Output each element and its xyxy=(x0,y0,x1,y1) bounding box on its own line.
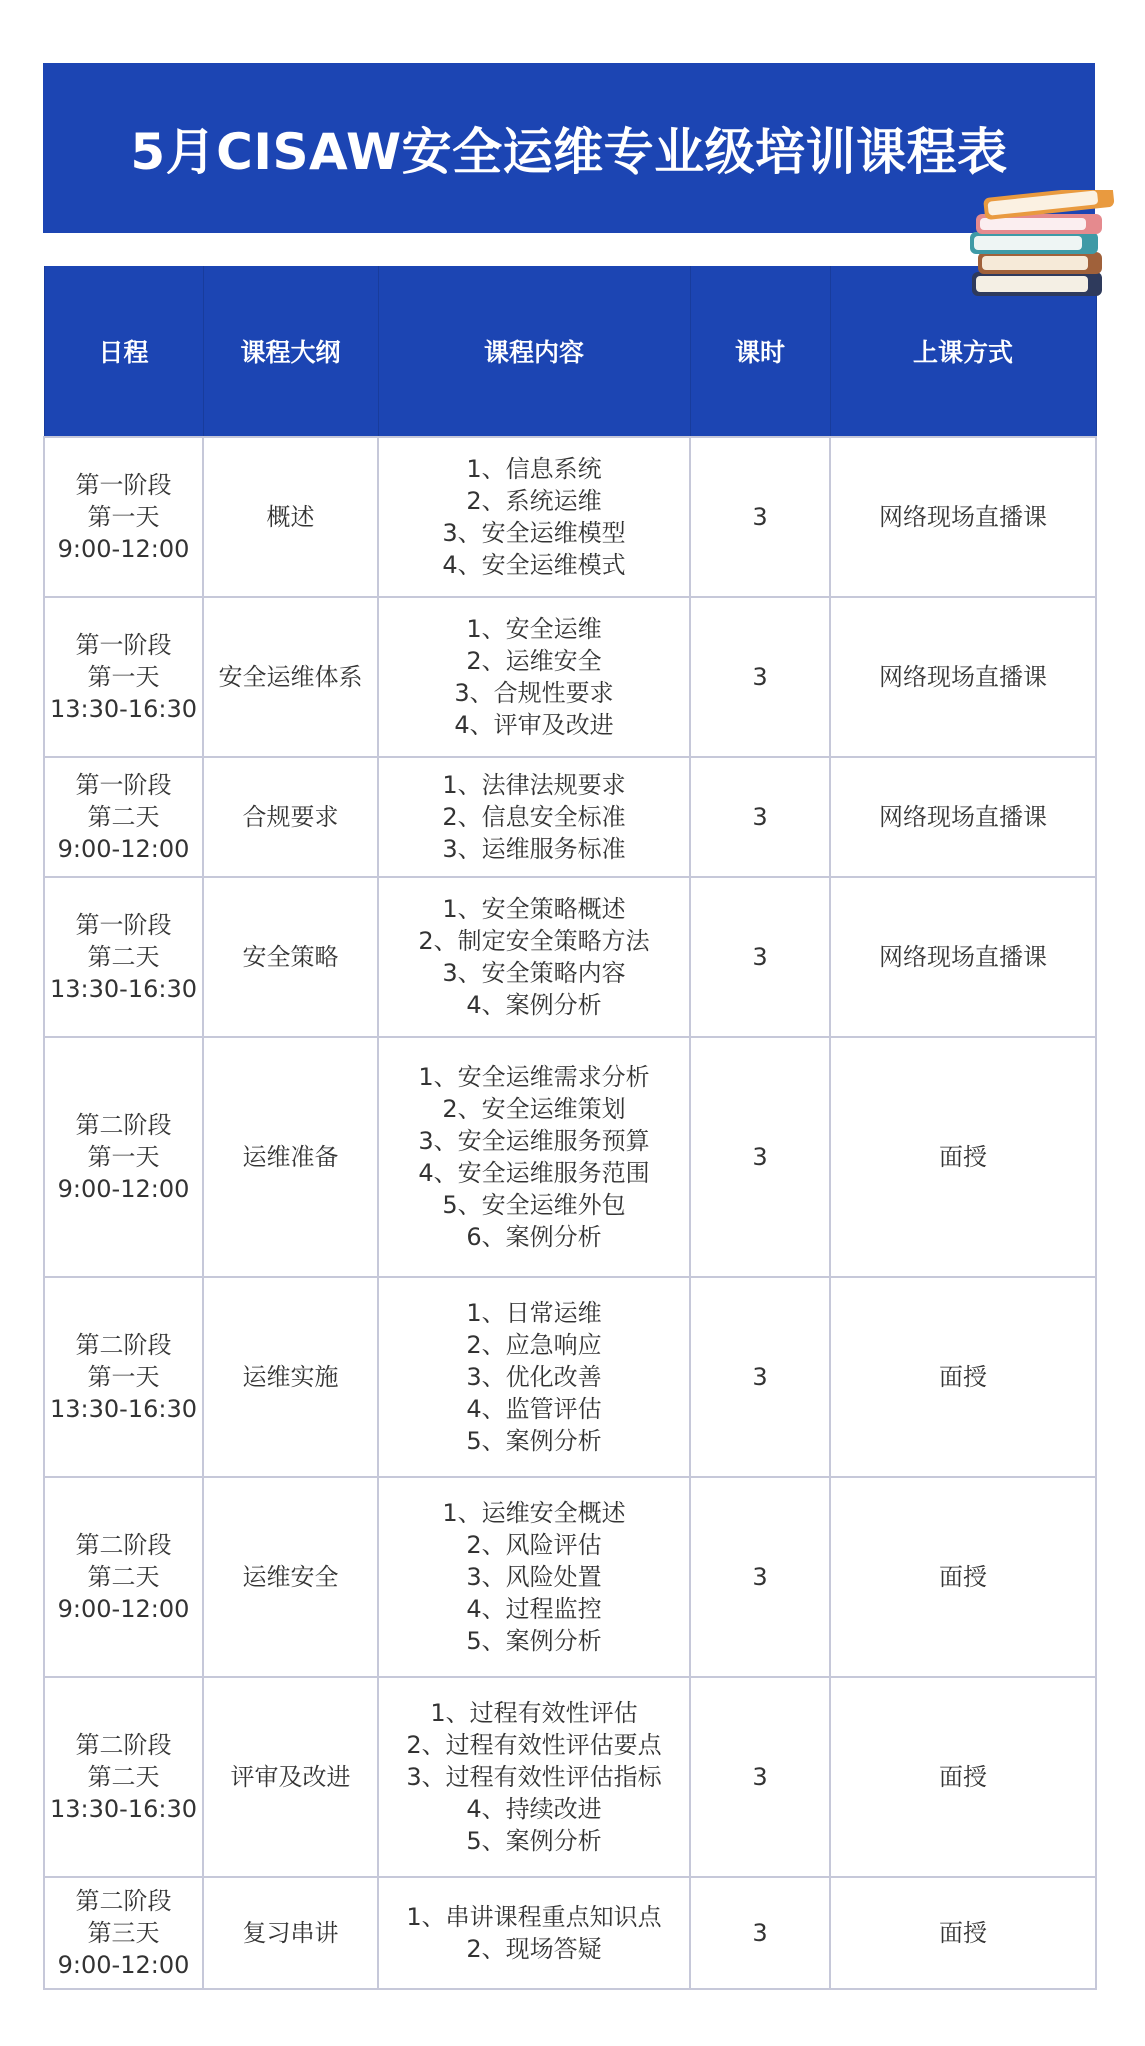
stage-text: 第二阶段 xyxy=(75,1731,172,1759)
stage-text: 第一阶段 xyxy=(75,631,172,659)
content-item: 1、信息系统 xyxy=(466,455,602,483)
mode-cell: 面授 xyxy=(830,1677,1096,1877)
content-item: 2、现场答疑 xyxy=(466,1935,602,1963)
content-item: 1、法律法规要求 xyxy=(442,771,626,799)
content-item: 4、评审及改进 xyxy=(454,711,614,739)
outline-cell: 概述 xyxy=(203,437,378,597)
content-item: 3、过程有效性评估指标 xyxy=(406,1763,662,1791)
content-item: 5、案例分析 xyxy=(466,1827,602,1855)
stage-text: 第二阶段 xyxy=(75,1531,172,1559)
hours-cell: 3 xyxy=(690,1037,830,1277)
content-cell xyxy=(378,757,690,877)
content-item: 3、风险处置 xyxy=(466,1563,602,1591)
time-text: 9:00-12:00 xyxy=(57,1951,190,1979)
day-text: 第二天 xyxy=(87,1563,160,1591)
time-text: 13:30-16:30 xyxy=(50,1795,197,1823)
stage-text: 第二阶段 xyxy=(75,1331,172,1359)
day-text: 第一天 xyxy=(87,1143,160,1171)
time-text: 13:30-16:30 xyxy=(50,975,197,1003)
content-item: 4、案例分析 xyxy=(466,991,602,1019)
schedule-cell xyxy=(44,437,203,597)
content-cell xyxy=(378,1277,690,1477)
mode-cell: 面授 xyxy=(830,1277,1096,1477)
content-item: 2、过程有效性评估要点 xyxy=(406,1731,662,1759)
outline-cell: 合规要求 xyxy=(203,757,378,877)
content-item: 1、过程有效性评估 xyxy=(430,1699,638,1727)
content-item: 5、案例分析 xyxy=(466,1627,602,1655)
content-item: 6、案例分析 xyxy=(466,1223,602,1251)
time-text: 13:30-16:30 xyxy=(50,1395,197,1423)
content-item: 5、安全运维外包 xyxy=(442,1191,626,1219)
hours-cell: 3 xyxy=(690,757,830,877)
content-item: 4、监管评估 xyxy=(466,1395,602,1423)
content-item: 3、安全策略内容 xyxy=(442,959,626,987)
mode-cell: 面授 xyxy=(830,1477,1096,1677)
header-content: 课程内容 xyxy=(378,266,690,437)
outline-cell: 运维安全 xyxy=(203,1477,378,1677)
content-cell xyxy=(378,437,690,597)
outline-cell: 运维准备 xyxy=(203,1037,378,1277)
book-stack-icon xyxy=(968,190,1118,308)
schedule-cell xyxy=(44,877,203,1037)
day-text: 第二天 xyxy=(87,943,160,971)
header-schedule: 日程 xyxy=(44,266,203,437)
content-cell xyxy=(378,597,690,757)
header-hours: 课时 xyxy=(690,266,830,437)
day-text: 第一天 xyxy=(87,1363,160,1391)
content-item: 3、安全运维模型 xyxy=(442,519,626,547)
stage-text: 第一阶段 xyxy=(75,771,172,799)
table-row xyxy=(44,597,1096,757)
table-row xyxy=(44,877,1096,1037)
content-cell xyxy=(378,1477,690,1677)
time-text: 9:00-12:00 xyxy=(57,535,190,563)
table-row xyxy=(44,1677,1096,1877)
content-item: 4、安全运维模式 xyxy=(442,551,626,579)
table-row xyxy=(44,1477,1096,1677)
header-outline: 课程大纲 xyxy=(203,266,378,437)
mode-cell: 网络现场直播课 xyxy=(830,757,1096,877)
header-mode: 上课方式 xyxy=(830,266,1096,437)
stage-text: 第二阶段 xyxy=(75,1887,172,1915)
hours-cell: 3 xyxy=(690,1677,830,1877)
hours-cell: 3 xyxy=(690,1277,830,1477)
day-text: 第三天 xyxy=(87,1919,160,1947)
hours-cell: 3 xyxy=(690,437,830,597)
mode-cell: 网络现场直播课 xyxy=(830,877,1096,1037)
content-cell xyxy=(378,1677,690,1877)
day-text: 第二天 xyxy=(87,1763,160,1791)
mode-cell: 面授 xyxy=(830,1877,1096,1989)
time-text: 9:00-12:00 xyxy=(57,1595,190,1623)
table-row xyxy=(44,757,1096,877)
hours-cell: 3 xyxy=(690,1877,830,1989)
page-title: 5月CISAW安全运维专业级培训课程表 xyxy=(43,63,1095,233)
stage-text: 第一阶段 xyxy=(75,471,172,499)
content-item: 1、安全运维需求分析 xyxy=(418,1063,650,1091)
outline-cell: 运维实施 xyxy=(203,1277,378,1477)
table-row xyxy=(44,1277,1096,1477)
outline-cell: 安全运维体系 xyxy=(203,597,378,757)
content-item: 2、制定安全策略方法 xyxy=(418,927,650,955)
content-item: 2、风险评估 xyxy=(466,1531,602,1559)
course-schedule-table xyxy=(43,266,1097,1990)
schedule-cell xyxy=(44,597,203,757)
content-item: 4、持续改进 xyxy=(466,1795,602,1823)
outline-cell: 评审及改进 xyxy=(203,1677,378,1877)
schedule-cell xyxy=(44,1877,203,1989)
content-item: 1、安全策略概述 xyxy=(442,895,626,923)
time-text: 9:00-12:00 xyxy=(57,835,190,863)
table-header-row xyxy=(44,266,1096,437)
time-text: 13:30-16:30 xyxy=(50,695,197,723)
day-text: 第二天 xyxy=(87,803,160,831)
day-text: 第一天 xyxy=(87,503,160,531)
content-cell xyxy=(378,877,690,1037)
content-item: 4、安全运维服务范围 xyxy=(418,1159,650,1187)
content-item: 3、优化改善 xyxy=(466,1363,602,1391)
content-item: 1、串讲课程重点知识点 xyxy=(406,1903,662,1931)
outline-cell: 安全策略 xyxy=(203,877,378,1037)
content-item: 1、运维安全概述 xyxy=(442,1499,626,1527)
time-text: 9:00-12:00 xyxy=(57,1175,190,1203)
outline-cell: 复习串讲 xyxy=(203,1877,378,1989)
content-item: 3、合规性要求 xyxy=(454,679,614,707)
content-cell xyxy=(378,1037,690,1277)
mode-cell: 网络现场直播课 xyxy=(830,437,1096,597)
hours-cell: 3 xyxy=(690,597,830,757)
schedule-cell xyxy=(44,757,203,877)
content-item: 3、运维服务标准 xyxy=(442,835,626,863)
content-item: 2、运维安全 xyxy=(466,647,602,675)
content-cell xyxy=(378,1877,690,1989)
content-item: 1、日常运维 xyxy=(466,1299,602,1327)
table-row xyxy=(44,1877,1096,1989)
content-item: 2、应急响应 xyxy=(466,1331,602,1359)
hours-cell: 3 xyxy=(690,877,830,1037)
mode-cell: 网络现场直播课 xyxy=(830,597,1096,757)
table-row xyxy=(44,1037,1096,1277)
content-item: 5、案例分析 xyxy=(466,1427,602,1455)
table-row xyxy=(44,437,1096,597)
stage-text: 第二阶段 xyxy=(75,1111,172,1139)
content-item: 2、信息安全标准 xyxy=(442,803,626,831)
content-item: 4、过程监控 xyxy=(466,1595,602,1623)
mode-cell: 面授 xyxy=(830,1037,1096,1277)
content-item: 3、安全运维服务预算 xyxy=(418,1127,650,1155)
stage-text: 第一阶段 xyxy=(75,911,172,939)
schedule-cell xyxy=(44,1677,203,1877)
content-item: 2、系统运维 xyxy=(466,487,602,515)
hours-cell: 3 xyxy=(690,1477,830,1677)
schedule-cell xyxy=(44,1277,203,1477)
content-item: 1、安全运维 xyxy=(466,615,602,643)
day-text: 第一天 xyxy=(87,663,160,691)
schedule-cell xyxy=(44,1037,203,1277)
schedule-cell xyxy=(44,1477,203,1677)
content-item: 2、安全运维策划 xyxy=(442,1095,626,1123)
